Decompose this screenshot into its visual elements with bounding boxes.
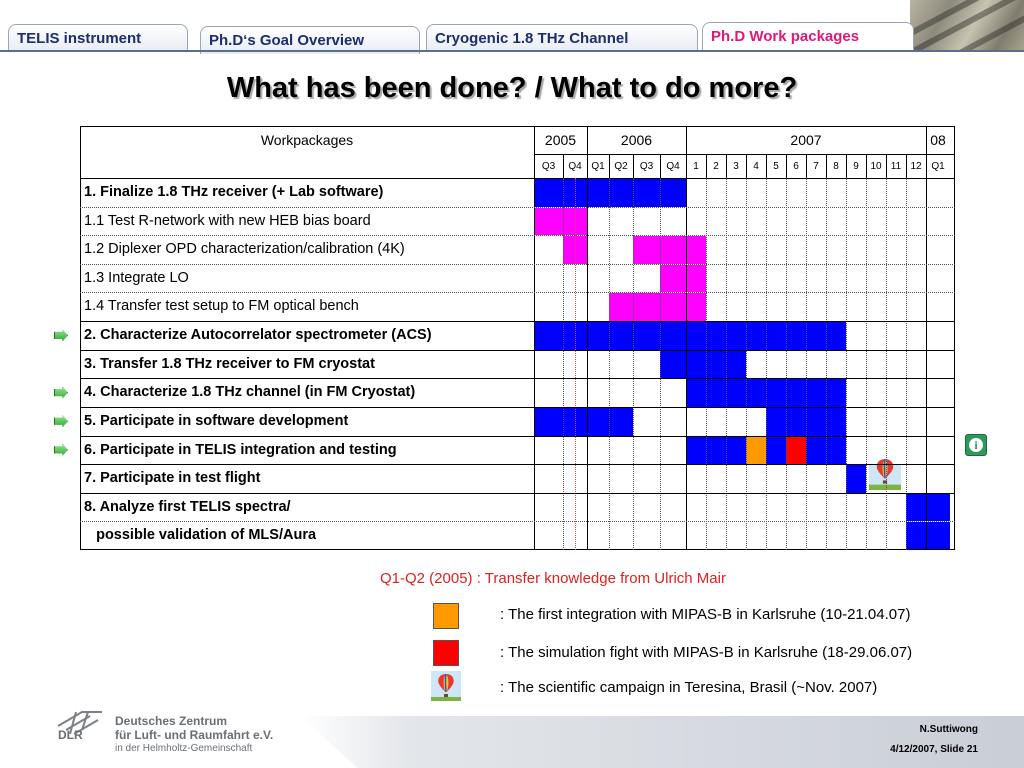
period-label: 6 — [793, 161, 799, 172]
task-label: 1.2 Diplexer OPD characterization/calibration (4K) — [84, 241, 405, 258]
period-label: 2 — [713, 161, 719, 172]
period-grid-line — [886, 178, 887, 550]
row-divider — [80, 321, 955, 322]
period-label: 12 — [910, 161, 922, 172]
period-label: 8 — [833, 161, 839, 172]
row-divider — [80, 521, 955, 522]
period-label: 4 — [753, 161, 759, 172]
period-grid-line — [706, 178, 707, 550]
row-divider — [80, 436, 955, 437]
year-divider — [686, 126, 687, 550]
task-label: 5. Participate in software development — [84, 412, 349, 429]
period-grid-line — [609, 178, 610, 550]
period-grid-line — [746, 178, 747, 550]
row-marker-arrow-icon — [54, 415, 68, 427]
task-label: possible validation of MLS/Aura — [84, 527, 317, 544]
satellite-header-image — [910, 0, 1024, 50]
year-row-divider — [534, 154, 955, 155]
year-label: 2007 — [790, 132, 822, 148]
dlr-logo — [52, 708, 108, 748]
row-divider — [80, 292, 955, 293]
row-divider — [80, 264, 955, 265]
period-grid-line — [766, 178, 767, 550]
period-label: Q4 — [666, 161, 680, 172]
author-name: N.Suttiwong — [919, 724, 978, 735]
row-divider — [80, 464, 955, 465]
org-line-3: in der Helmholtz-Gemeinschaft — [115, 743, 253, 754]
task-label: 6. Participate in TELIS integration and testing — [84, 441, 397, 458]
row-divider — [80, 207, 955, 208]
label-column-divider — [534, 126, 535, 550]
period-grid-line — [806, 178, 807, 550]
tab-header — [0, 0, 1024, 54]
org-line-2: für Luft- und Raumfahrt e.V. — [115, 728, 274, 742]
period-grid-line — [563, 178, 564, 550]
dlr-logo-text: DLR — [58, 728, 83, 742]
header-divider — [80, 178, 955, 179]
year-label: 2006 — [620, 132, 653, 148]
red-swatch — [433, 640, 459, 666]
task-label: 1. Finalize 1.8 THz receiver (+ Lab software) — [84, 184, 384, 200]
period-label: 3 — [733, 161, 739, 172]
period-label: 5 — [773, 161, 779, 172]
period-grid-line — [866, 178, 867, 550]
row-marker-arrow-icon — [54, 387, 68, 399]
task-label: 3. Transfer 1.8 THz receiver to FM cryostat — [84, 355, 375, 372]
row-divider — [80, 350, 955, 351]
period-label: 1 — [693, 161, 699, 172]
row-divider — [80, 378, 955, 379]
task-label: 4. Characterize 1.8 THz channel (in FM Cryostat) — [84, 384, 416, 401]
task-label: 2. Characterize Autocorrelator spectrometer (ACS) — [84, 327, 432, 344]
task-label: 1.4 Transfer test setup to FM optical bench — [84, 298, 359, 315]
info-icon[interactable]: i — [965, 434, 987, 456]
legend-item-scientific-campaign: : The scientific campaign in Teresina, Brasil (~Nov. 2007) — [500, 679, 878, 696]
year-label: 2005 — [544, 132, 577, 148]
period-label: 7 — [813, 161, 819, 172]
org-line-1: Deutsches Zentrum — [115, 714, 228, 728]
date-slide-number: 4/12/2007, Slide 21 — [890, 744, 978, 755]
task-label: 7. Participate in test flight — [84, 470, 261, 487]
footer-band — [300, 716, 1024, 768]
task-label: 1.1 Test R-network with new HEB bias board — [84, 212, 371, 229]
period-label: Q2 — [614, 161, 628, 172]
period-label: Q4 — [568, 161, 582, 172]
period-label: Q1 — [591, 161, 605, 172]
period-label: 10 — [870, 161, 882, 172]
task-label: 1.3 Integrate LO — [84, 269, 189, 286]
tab-telis-instrument[interactable]: TELIS instrument — [8, 24, 188, 52]
tab-underline — [0, 50, 1024, 52]
period-grid-line — [660, 178, 661, 550]
period-label: Q1 — [931, 161, 945, 172]
row-marker-arrow-icon — [54, 329, 68, 341]
period-label: 11 — [890, 161, 902, 172]
balloon-icon — [431, 671, 461, 701]
legend-item-first-integration: : The first integration with MIPAS-B in Karlsruhe (10-21.04.07) — [500, 606, 911, 623]
year-divider — [926, 126, 927, 550]
tab-phd-goal-overview[interactable]: Ph.D‘s Goal Overview — [200, 26, 420, 54]
tab-cryogenic-channel[interactable]: Cryogenic 1.8 THz Channel — [426, 24, 698, 52]
period-label: Q3 — [541, 161, 556, 172]
legend-item-simulation-flight: : The simulation fight with MIPAS-B in Karlsruhe (18-29.06.07) — [500, 644, 913, 661]
row-divider — [80, 235, 955, 236]
orange-swatch — [433, 603, 459, 629]
row-divider — [80, 407, 955, 408]
period-grid-line — [826, 178, 827, 550]
workpackage-gantt-chart — [80, 126, 955, 550]
page-title: What has been done? / What to do more? — [226, 72, 798, 104]
period-label: 9 — [853, 161, 859, 172]
row-marker-arrow-icon — [54, 444, 68, 456]
legend-heading: Q1-Q2 (2005) : Transfer knowledge from Ulrich Mair — [380, 570, 726, 587]
current-time-line — [575, 178, 576, 550]
period-grid-line — [633, 178, 634, 550]
period-grid-line — [786, 178, 787, 550]
period-grid-line — [726, 178, 727, 550]
tab-phd-work-packages[interactable]: Ph.D Work packages — [702, 22, 914, 50]
year-divider — [587, 126, 588, 550]
workpackages-header: Workpackages — [260, 132, 354, 148]
row-divider — [80, 493, 955, 494]
period-label: Q3 — [639, 161, 654, 172]
year-label: 08 — [930, 132, 946, 148]
task-label: 8. Analyze first TELIS spectra/ — [84, 498, 291, 515]
period-grid-line — [906, 178, 907, 550]
period-grid-line — [846, 178, 847, 550]
